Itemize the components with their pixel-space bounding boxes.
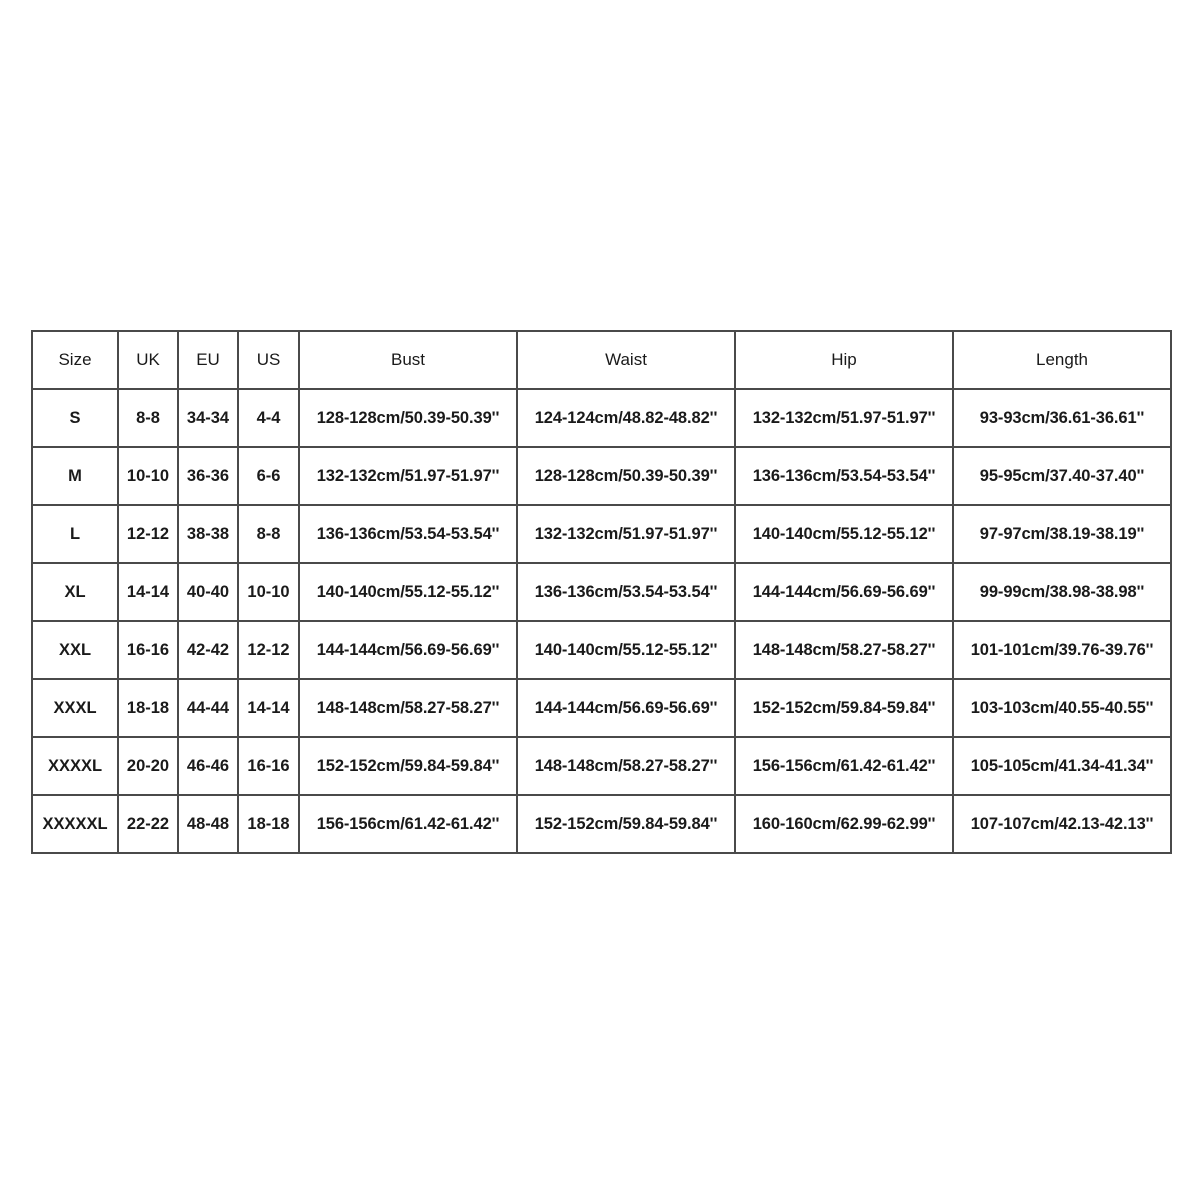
cell-us: 14-14 — [238, 679, 299, 737]
cell-us: 6-6 — [238, 447, 299, 505]
table-row — [32, 679, 1171, 737]
cell-eu: 38-38 — [178, 505, 238, 563]
cell-us: 4-4 — [238, 389, 299, 447]
cell-size: XXXL — [32, 679, 118, 737]
header-uk: UK — [118, 331, 178, 389]
cell-bust: 148-148cm/58.27-58.27'' — [299, 679, 517, 737]
cell-length: 105-105cm/41.34-41.34'' — [953, 737, 1171, 795]
cell-bust: 144-144cm/56.69-56.69'' — [299, 621, 517, 679]
cell-size: S — [32, 389, 118, 447]
header-size: Size — [32, 331, 118, 389]
cell-eu: 48-48 — [178, 795, 238, 853]
cell-waist: 124-124cm/48.82-48.82'' — [517, 389, 735, 447]
cell-size: XXL — [32, 621, 118, 679]
header-hip: Hip — [735, 331, 953, 389]
cell-bust: 136-136cm/53.54-53.54'' — [299, 505, 517, 563]
cell-hip: 160-160cm/62.99-62.99'' — [735, 795, 953, 853]
cell-us: 16-16 — [238, 737, 299, 795]
cell-uk: 14-14 — [118, 563, 178, 621]
header-eu: EU — [178, 331, 238, 389]
table-row — [32, 737, 1171, 795]
cell-hip: 132-132cm/51.97-51.97'' — [735, 389, 953, 447]
cell-uk: 16-16 — [118, 621, 178, 679]
cell-length: 101-101cm/39.76-39.76'' — [953, 621, 1171, 679]
cell-length: 107-107cm/42.13-42.13'' — [953, 795, 1171, 853]
cell-uk: 22-22 — [118, 795, 178, 853]
cell-uk: 10-10 — [118, 447, 178, 505]
header-us: US — [238, 331, 299, 389]
cell-length: 95-95cm/37.40-37.40'' — [953, 447, 1171, 505]
cell-eu: 34-34 — [178, 389, 238, 447]
cell-uk: 12-12 — [118, 505, 178, 563]
cell-size: XXXXL — [32, 737, 118, 795]
cell-length: 103-103cm/40.55-40.55'' — [953, 679, 1171, 737]
cell-hip: 144-144cm/56.69-56.69'' — [735, 563, 953, 621]
cell-hip: 136-136cm/53.54-53.54'' — [735, 447, 953, 505]
table-row — [32, 563, 1171, 621]
cell-hip: 140-140cm/55.12-55.12'' — [735, 505, 953, 563]
cell-bust: 132-132cm/51.97-51.97'' — [299, 447, 517, 505]
cell-eu: 36-36 — [178, 447, 238, 505]
header-waist: Waist — [517, 331, 735, 389]
table-row — [32, 505, 1171, 563]
cell-waist: 140-140cm/55.12-55.12'' — [517, 621, 735, 679]
size-chart-table — [31, 330, 1172, 854]
header-bust: Bust — [299, 331, 517, 389]
cell-bust: 128-128cm/50.39-50.39'' — [299, 389, 517, 447]
cell-waist: 152-152cm/59.84-59.84'' — [517, 795, 735, 853]
cell-size: L — [32, 505, 118, 563]
header-length: Length — [953, 331, 1171, 389]
cell-hip: 148-148cm/58.27-58.27'' — [735, 621, 953, 679]
cell-waist: 128-128cm/50.39-50.39'' — [517, 447, 735, 505]
cell-eu: 46-46 — [178, 737, 238, 795]
cell-waist: 136-136cm/53.54-53.54'' — [517, 563, 735, 621]
header-row — [32, 331, 1171, 389]
cell-length: 99-99cm/38.98-38.98'' — [953, 563, 1171, 621]
cell-bust: 140-140cm/55.12-55.12'' — [299, 563, 517, 621]
cell-hip: 156-156cm/61.42-61.42'' — [735, 737, 953, 795]
table-row — [32, 389, 1171, 447]
cell-length: 93-93cm/36.61-36.61'' — [953, 389, 1171, 447]
cell-waist: 148-148cm/58.27-58.27'' — [517, 737, 735, 795]
cell-waist: 132-132cm/51.97-51.97'' — [517, 505, 735, 563]
cell-uk: 18-18 — [118, 679, 178, 737]
cell-us: 10-10 — [238, 563, 299, 621]
cell-bust: 152-152cm/59.84-59.84'' — [299, 737, 517, 795]
cell-hip: 152-152cm/59.84-59.84'' — [735, 679, 953, 737]
cell-eu: 42-42 — [178, 621, 238, 679]
cell-size: XL — [32, 563, 118, 621]
table-row — [32, 795, 1171, 853]
cell-eu: 44-44 — [178, 679, 238, 737]
cell-size: XXXXXL — [32, 795, 118, 853]
cell-length: 97-97cm/38.19-38.19'' — [953, 505, 1171, 563]
cell-size: M — [32, 447, 118, 505]
cell-bust: 156-156cm/61.42-61.42'' — [299, 795, 517, 853]
cell-uk: 20-20 — [118, 737, 178, 795]
table-row — [32, 447, 1171, 505]
table-row — [32, 621, 1171, 679]
cell-eu: 40-40 — [178, 563, 238, 621]
cell-waist: 144-144cm/56.69-56.69'' — [517, 679, 735, 737]
cell-us: 8-8 — [238, 505, 299, 563]
cell-uk: 8-8 — [118, 389, 178, 447]
cell-us: 18-18 — [238, 795, 299, 853]
cell-us: 12-12 — [238, 621, 299, 679]
